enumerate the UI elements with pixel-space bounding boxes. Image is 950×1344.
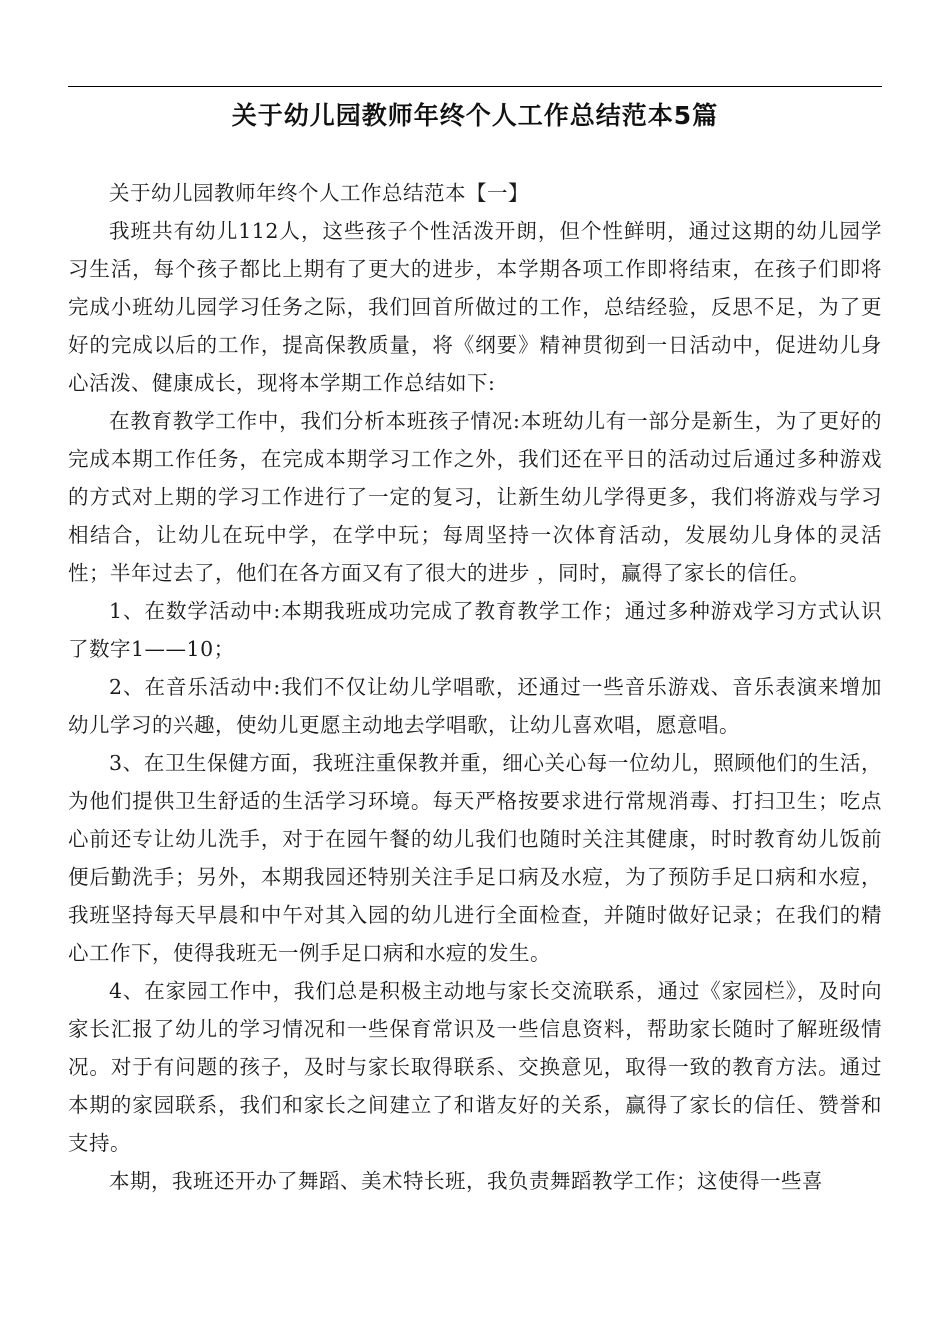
header-rule [68, 86, 882, 87]
paragraph-math: 1、在数学活动中:本期我班成功完成了教育教学工作；通过多种游戏学习方式认识了数字1——10； [68, 599, 882, 661]
document-title: 关于幼儿园教师年终个人工作总结范本5篇 [231, 101, 719, 130]
paragraph-intro: 我班共有幼儿112人，这些孩子个性活泼开朗，但个性鲜明，通过这期的幼儿园学习生活，每个孩子都比上期有了更大的进步，本学期各项工作即将结束，在孩子们即将完成小班幼儿园学习任务之际，我们回首所做过的工作，总结经验，反思不足，为了更好的完成以后的工作，提高保教质量，将《纲要》精神贯彻到一日活动中，促进幼儿身心活泼、健康成长，现将本学期工作总结如下: [68, 219, 882, 395]
section-heading: 关于幼儿园教师年终个人工作总结范本【一】 [109, 181, 529, 205]
document-body [68, 174, 882, 1200]
paragraph-health: 3、在卫生保健方面，我班注重保教并重，细心关心每一位幼儿，照顾他们的生活，为他们提供卫生舒适的生活学习环境。每天严格按要求进行常规消毒、打扫卫生；吃点心前还专让幼儿洗手，对于在园午餐的幼儿我们也随时关注其健康，时时教育幼儿饭前便后勤洗手；另外，本期我园还特别关注手足口病及水痘，为了预防手足口病和水痘，我班坚持每天早晨和中午对其入园的幼儿进行全面检查，并随时做好记录；在我们的精心工作下，使得我班无一例手足口病和水痘的发生。 [68, 751, 882, 965]
paragraph-teaching: 在教育教学工作中，我们分析本班孩子情况:本班幼儿有一部分是新生，为了更好的完成本期工作任务，在完成本期学习工作之外，我们还在平日的活动过后通过多种游戏的方式对上期的学习工作进行了一定的复习，让新生幼儿学得更多，我们将游戏与学习相结合，让幼儿在玩中学，在学中玩；每周坚持一次体育活动，发展幼儿身体的灵活性；半年过去了，他们在各方面又有了很大的进步 ，同时，赢得了家长的信任。 [68, 409, 882, 585]
paragraph-home-school: 4、在家园工作中，我们总是积极主动地与家长交流联系，通过《家园栏》，及时向家长汇报了幼儿的学习情况和一些保育常识及一些信息资料，帮助家长随时了解班级情况。对于有问题的孩子，及时与家长取得联系、交换意见，取得一致的教育方法。通过本期的家园联系，我们和家长之间建立了和谐友好的关系，赢得了家长的信任、赞誉和支持。 [68, 979, 882, 1155]
paragraph-special-classes: 本期，我班还开办了舞蹈、美术特长班，我负责舞蹈教学工作；这使得一些喜 [109, 1169, 823, 1193]
paragraph-music: 2、在音乐活动中:我们不仅让幼儿学唱歌，还通过一些音乐游戏、音乐表演来增加幼儿学习的兴趣，使幼儿更愿主动地去学唱歌，让幼儿喜欢唱，愿意唱。 [68, 675, 882, 737]
